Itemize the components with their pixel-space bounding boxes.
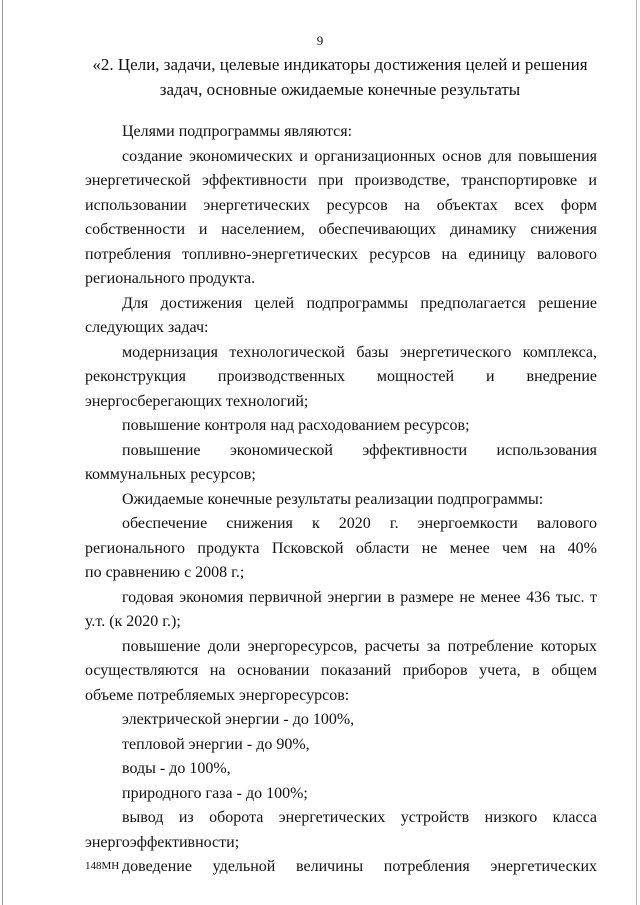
text-line: осуществляются на основании показаний приборов учета, в общем	[85, 662, 597, 679]
body-text	[85, 120, 597, 880]
text-line: собственности и населением, обеспечивающих динамику снижения	[85, 221, 597, 238]
text-line: повышение контроля над расходованием ресурсов;	[122, 417, 470, 434]
text-line: обеспечение снижения к 2020 г. энергоемкости валового	[122, 515, 597, 532]
text-line: вывод из оборота энергетических устройств низкого класса	[122, 809, 597, 826]
text-line: энергосберегающих технологий;	[85, 392, 309, 410]
text-line: годовая экономия первичной энергии в размере не менее 436 тыс. т	[122, 588, 597, 606]
text-line: следующих задач:	[85, 319, 209, 336]
text-line: энергоэффективности;	[85, 833, 240, 851]
scan-edge-left	[2, 0, 3, 905]
scan-edge-right	[636, 0, 637, 905]
text-line: использовании энергетических ресурсов на объектах всех форм	[85, 196, 597, 214]
text-line: тепловой энергии - до 90%,	[122, 735, 310, 753]
text-line: повышение доли энергоресурсов, расчеты за потребление которых	[122, 637, 597, 655]
text-line: доведение удельной величины потребления энергетических	[122, 858, 597, 875]
text-line: реконструкция производственных мощностей и внедрение	[85, 368, 597, 385]
text-line: по сравнению с 2008 г.;	[85, 564, 245, 581]
text-line: природного газа - до 100%;	[122, 784, 308, 802]
section-heading	[90, 52, 590, 102]
text-line: Целями подпрограммы являются:	[122, 123, 353, 140]
text-line: коммунальных ресурсов;	[85, 466, 256, 483]
text-line: потребления топливно-энергетических ресурсов на единицу валового	[85, 245, 597, 263]
text-line: регионального продукта Псковской области не менее чем на 40%	[85, 539, 597, 557]
text-line: объеме потребляемых энергоресурсов:	[85, 686, 350, 704]
text-line: Ожидаемые конечные результаты реализации подпрограммы:	[122, 490, 544, 508]
heading-line-1: «2. Цели, задачи, целевые индикаторы достижения целей и решения	[92, 55, 588, 74]
text-line: воды - до 100%,	[122, 760, 231, 777]
document-code: 148МН	[85, 860, 120, 872]
text-line: повышение экономической эффективности использования	[122, 441, 597, 459]
text-line: модернизация технологической базы энергетического комплекса,	[122, 343, 597, 361]
text-line: энергетической эффективности при производстве, транспортировке и	[85, 172, 597, 189]
text-line: создание экономических и организационных основ для повышения	[122, 147, 597, 165]
text-line: регионального продукта.	[85, 270, 256, 287]
page-number: 9	[316, 33, 324, 48]
text-line: электрической энергии - до 100%,	[122, 711, 355, 728]
heading-line-2: задач, основные ожидаемые конечные результаты	[159, 80, 521, 99]
text-line: у.т. (к 2020 г.);	[85, 613, 181, 630]
text-line: Для достижения целей подпрограммы предполагается решение	[122, 294, 597, 312]
